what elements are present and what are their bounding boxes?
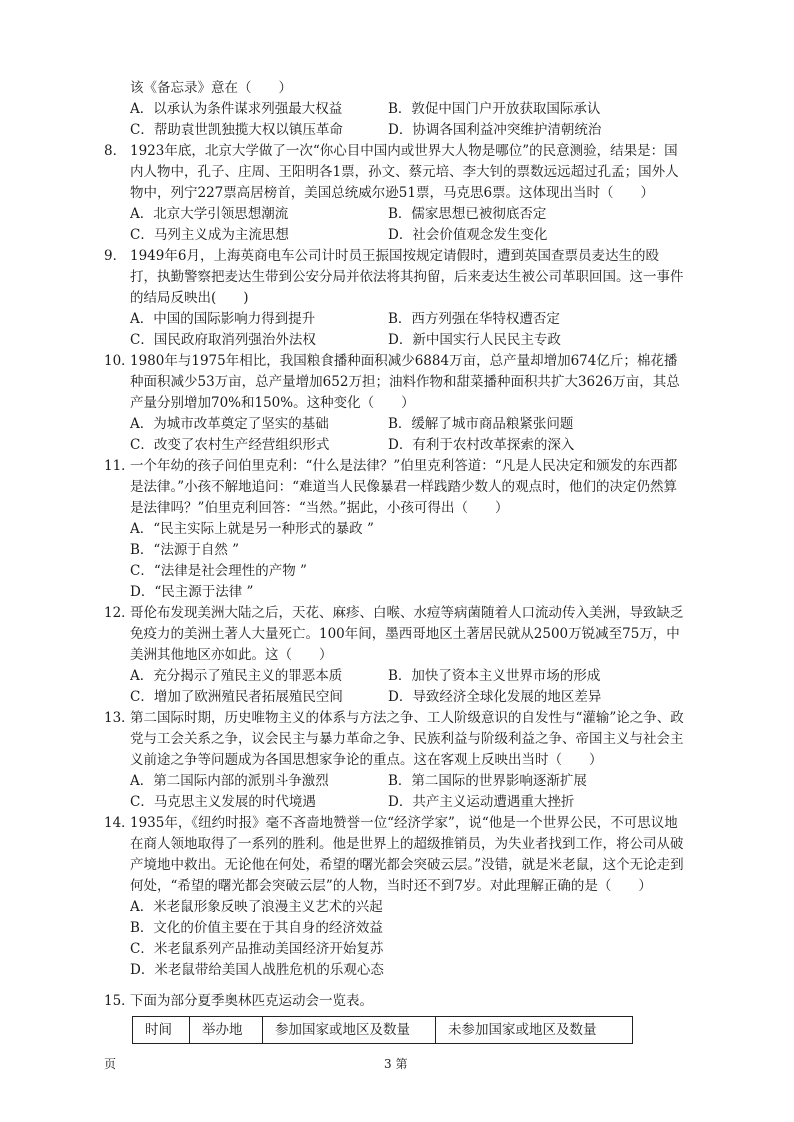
- option-c: C．米老鼠系列产品推动美国经济开始复苏: [130, 941, 384, 957]
- option-a: A．第二国际内部的派别斗争激烈: [130, 773, 329, 789]
- option-b: B．敦促中国门户开放获取国际承认: [388, 101, 601, 117]
- option-d: D．社会价值观念发生变化: [388, 227, 548, 243]
- question-number: 14．: [104, 815, 135, 831]
- option-d: D．米老鼠带给美国人战胜危机的乐观心态: [130, 962, 384, 978]
- table-header-cell: 举办地: [190, 1017, 263, 1044]
- option-c: C．帮助袁世凯独揽大权以镇压革命: [130, 122, 343, 138]
- question-stem: 1935年，《纽约时报》毫不吝啬地赞誉一位“经济学家”，说“他是一个世界公民，不可思议地在商人领地取得了一系列的胜利。他是世界上的超级推销员，为失业者找到工作，将公司从破产境地中救出。无论他在何处，希望的曙光都会突破云层。”没错，就是米老鼠，这个无论走到何处，“希望的曙光都会突破云层”的人物，当时还不到7岁。对此理解正确的是（ ）: [130, 815, 684, 894]
- question-list: [104, 78, 684, 1044]
- option-b: B．“法源于自然 ”: [130, 542, 240, 558]
- question-11: [104, 456, 684, 603]
- option-c: C．改变了农村生产经营组织形式: [130, 437, 330, 453]
- option-a: A．充分揭示了殖民主义的罪恶本质: [130, 668, 343, 684]
- question-stem: 1980年与1975年相比，我国粮食播种面积减少6884万亩，总产量却增加674亿斤；棉花播种面积减少53万亩，总产量增加652万担；油料作物和甜菜播种面积共扩大3626万亩，其总产量分别增加70%和150%。这种变化（ ）: [130, 353, 680, 411]
- option-b: B．第二国际的世界影响逐渐扩展: [388, 773, 587, 789]
- question-stem: 1949年6月，上海英商电车公司计时员王振国按规定请假时，遭到英国查票员麦达生的殴打，执勤警察把麦达生带到公安分局并依法将其拘留，后来麦达生被公司革职回国。这一事件的结局反映出( ): [130, 248, 684, 306]
- option-a: A．为城市改革奠定了坚实的基础: [130, 416, 329, 432]
- option-b: B．儒家思想已被彻底否定: [388, 206, 547, 222]
- table-header-cell: 时间: [133, 1017, 190, 1044]
- question-14: [104, 813, 684, 981]
- option-b: B．加快了资本主义世界市场的形成: [388, 668, 601, 684]
- table-header-row: [133, 1017, 633, 1044]
- question-15: [104, 991, 684, 1044]
- question-stem: 哥伦布发现美洲大陆之后，天花、麻疹、白喉、水痘等病菌随着人口流动传入美洲，导致缺乏免疫力的美洲土著人大量死亡。100年间，墨西哥地区土著居民就从2500万锐减至75万，中美洲其他地区亦如此。这（ ）: [130, 605, 684, 663]
- option-d: D．“民主源于法律 ”: [130, 584, 254, 600]
- table-header-cell: 未参加国家或地区及数量: [436, 1017, 633, 1044]
- question-7-tail: 该《备忘录》意在（ ）: [130, 80, 292, 96]
- question-9: [104, 246, 684, 351]
- question-number: 13．: [104, 710, 135, 726]
- option-c: C．增加了欧洲殖民者拓展殖民空间: [130, 689, 343, 705]
- olympics-table: [132, 1016, 633, 1044]
- question-number: 9．: [104, 248, 127, 264]
- option-b: B．文化的价值主要在于其自身的经济效益: [130, 920, 383, 936]
- option-b: B．缓解了城市商品粮紧张问题: [388, 416, 574, 432]
- question-number: 12．: [104, 605, 135, 621]
- footer-left: 页: [104, 1057, 117, 1071]
- question-stem: 第二国际时期，历史唯物主义的体系与方法之争、工人阶级意识的自发性与“灌输”论之争、政党与工会关系之争，议会民主与暴力革命之争、民族利益与阶级利益之争、帝国主义与社会主义前途之争等问题成为各国思想家争论的重点。这在客观上反映出当时（ ）: [130, 710, 684, 768]
- option-a: A．米老鼠形象反映了浪漫主义艺术的兴起: [130, 899, 383, 915]
- question-stem: 一个年幼的孩子问伯里克利：“什么是法律？”伯里克利答道：“凡是人民决定和颁发的东西都是法律。”小孩不解地追问：“难道当人民像暴君一样践踏少数人的观点时，他们的决定仍然算是法律吗？”伯里克利回答：“当然。”据此，小孩可得出（ ）: [130, 458, 678, 516]
- option-d: D．共产主义运动遭遇重大挫折: [388, 794, 575, 810]
- question-number: 15．: [104, 993, 135, 1009]
- question-7: [104, 78, 684, 141]
- option-c: C．马克思主义发展的时代境遇: [130, 794, 316, 810]
- question-stem: 1923年底，北京大学做了一次“你心目中国内或世界大人物是哪位”的民意测验，结果是：国内人物中，孔子、庄周、王阳明各1票，孙文、蔡元培、李大钊的票数远远超过孔孟；国外人物中，列宁227票高居榜首，美国总统威尔逊51票，马克思6票。这体现出当时（ ）: [130, 143, 679, 201]
- option-a: A．北京大学引领思想潮流: [130, 206, 289, 222]
- table-header-cell: 参加国家或地区及数量: [263, 1017, 436, 1044]
- option-d: D．导致经济全球化发展的地区差异: [388, 689, 602, 705]
- page-number: 3 第: [384, 1057, 408, 1071]
- option-a: A．中国的国际影响力得到提升: [130, 311, 316, 327]
- option-d: D．协调各国利益冲突维护清朝统治: [388, 122, 602, 138]
- option-b: B．西方列强在华特权遭否定: [388, 311, 560, 327]
- question-13: [104, 708, 684, 813]
- option-a: A．以承认为条件谋求列强最大权益: [130, 101, 343, 117]
- option-d: D．新中国实行人民民主专政: [388, 332, 561, 348]
- question-10: [104, 351, 684, 456]
- option-c: C．国民政府取消列强治外法权: [130, 332, 316, 348]
- option-a: A．“民主实际上就是另一种形式的暴政 ”: [130, 521, 374, 537]
- option-d: D．有利于农村改革探索的深入: [388, 437, 575, 453]
- question-8: [104, 141, 684, 246]
- option-c: C．马列主义成为主流思想: [130, 227, 289, 243]
- question-stem: 下面为部分夏季奥林匹克运动会一览表。: [130, 993, 373, 1009]
- question-number: 10．: [104, 353, 135, 369]
- question-number: 11．: [104, 458, 135, 474]
- question-12: [104, 603, 684, 708]
- option-c: C．“法律是社会理性的产物 ”: [130, 563, 307, 579]
- question-number: 8．: [104, 143, 127, 159]
